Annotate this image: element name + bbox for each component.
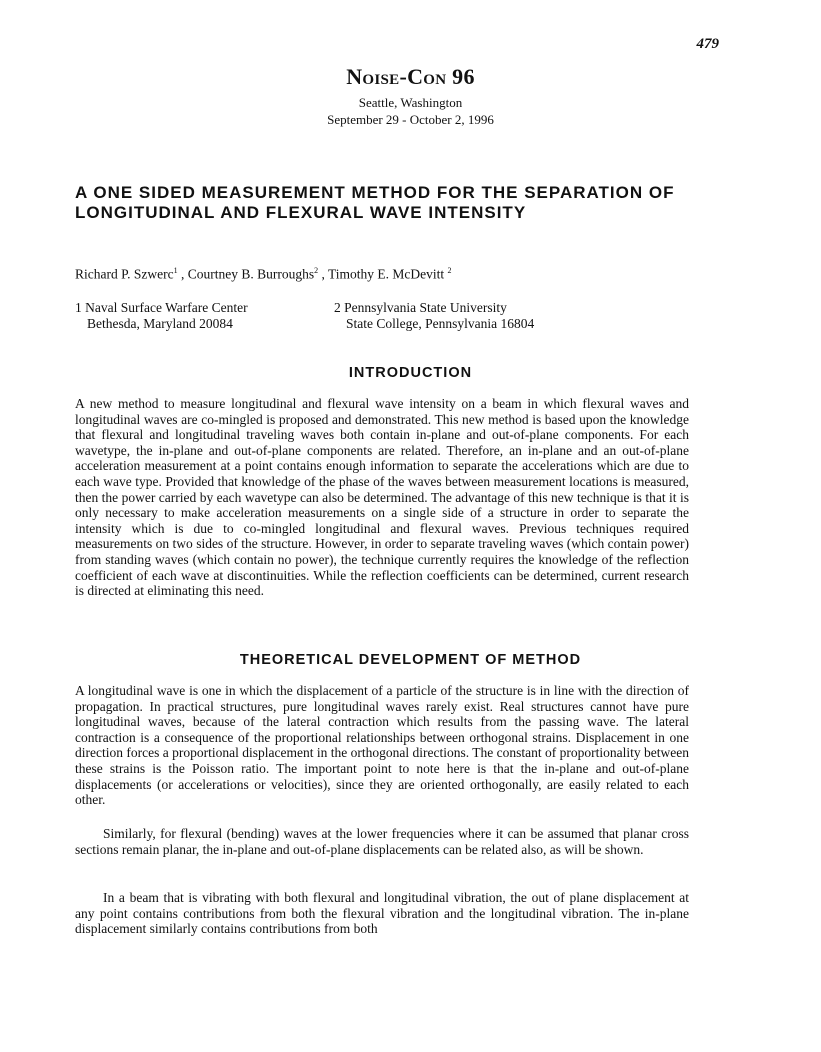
affiliation-line: 1 Naval Surface Warfare Center [75,300,248,315]
author-separator: , [177,266,188,282]
affiliation-2 [334,300,534,332]
conference-place: Seattle, Washington [358,95,463,110]
author-name: Courtney B. Burroughs [187,266,315,282]
author-mark: 1 [173,266,178,275]
theory-paragraph: Similarly, for flexural (bending) waves at the lower frequencies where it can be assumed that planar cross sections remain planar, the in-plane and out-of-plane displacements can be related also, as will be shown. [75,826,689,857]
author-separator: , [318,266,328,282]
section-heading-introduction: INTRODUCTION [348,365,473,381]
paper-title: A ONE SIDED MEASUREMENT METHOD FOR THE SEPARATION OF LONGITUDINAL AND FLEXURAL WAVE INTENSITY [75,183,675,222]
author-mark: 2 [314,266,319,275]
theory-paragraph: A longitudinal wave is one in which the displacement of a particle of the structure is in line with the direction of propagation. In practical structures, pure longitudinal waves rarely exist. Real structures cannot have pure longitudinal waves, because of the lateral contraction which results from the passing wave. The lateral contraction is a consequence of the proportional relationships between orthogonal strains. Displacement in one direction forces a proportional displacement in the orthogonal directions. The constant of proportionality between these strains is the Poisson ratio. The important point to note here is that the in-plane and out-of-plane displacements (or accelerations or velocities), since they are oriented orthogonally, are easily related to each other. [75,683,689,808]
introduction-paragraph: A new method to measure longitudinal and flexural wave intensity on a beam in which flexural waves and longitudinal waves are co-mingled is proposed and demonstrated. This new method is based upon the knowledge that flexural and longitudinal traveling waves both contain in-plane and out-of-plane components. For each wavetype, the in-plane and out-of-plane components are related. Therefore, an in-plane and an out-of-plane acceleration measurement at a point contains enough information to separate the accelerations which are due to each wave type. Provided that knowledge of the phase of the waves between measurement locations is measured, then the power carried by each wavetype can also be determined. The advantage of this new technique is that it is only necessary to make acceleration measurements on a single side of a structure in order to separate the intensity which is due to co-mingled longitudinal and flexural waves. Previous techniques required measurements on two sides of the structure. However, in order to separate traveling waves (which contain power) from standing waves (which contain no power), the technique currently requires the knowledge of the reflection coefficient of each wave at discontinuities. While the reflection coefficients can be determined, current research is directed at eliminating this need. [75,396,689,599]
affiliation-line: Bethesda, Maryland 20084 [87,316,233,331]
affiliation-line: State College, Pennsylvania 16804 [346,316,535,331]
author-list [75,266,452,283]
section-heading-theory: THEORETICAL DEVELOPMENT OF METHOD [239,652,582,668]
conference-title: Noise-Con 96 [346,64,475,89]
author-mark: 2 [447,266,452,275]
author-name: Timothy E. McDevitt [328,266,445,282]
theory-paragraph: In a beam that is vibrating with both flexural and longitudinal vibration, the out of plane displacement at any point contains contributions from both the flexural vibration and the longitudinal vibration. The in-plane displacement similarly contains contributions from both [75,890,689,937]
author-name: Richard P. Szwerc [75,266,174,282]
conference-dates: September 29 - October 2, 1996 [327,112,494,127]
affiliation-1 [75,300,248,332]
page-number: 479 [696,36,719,52]
affiliation-line: 2 Pennsylvania State University [334,300,507,315]
